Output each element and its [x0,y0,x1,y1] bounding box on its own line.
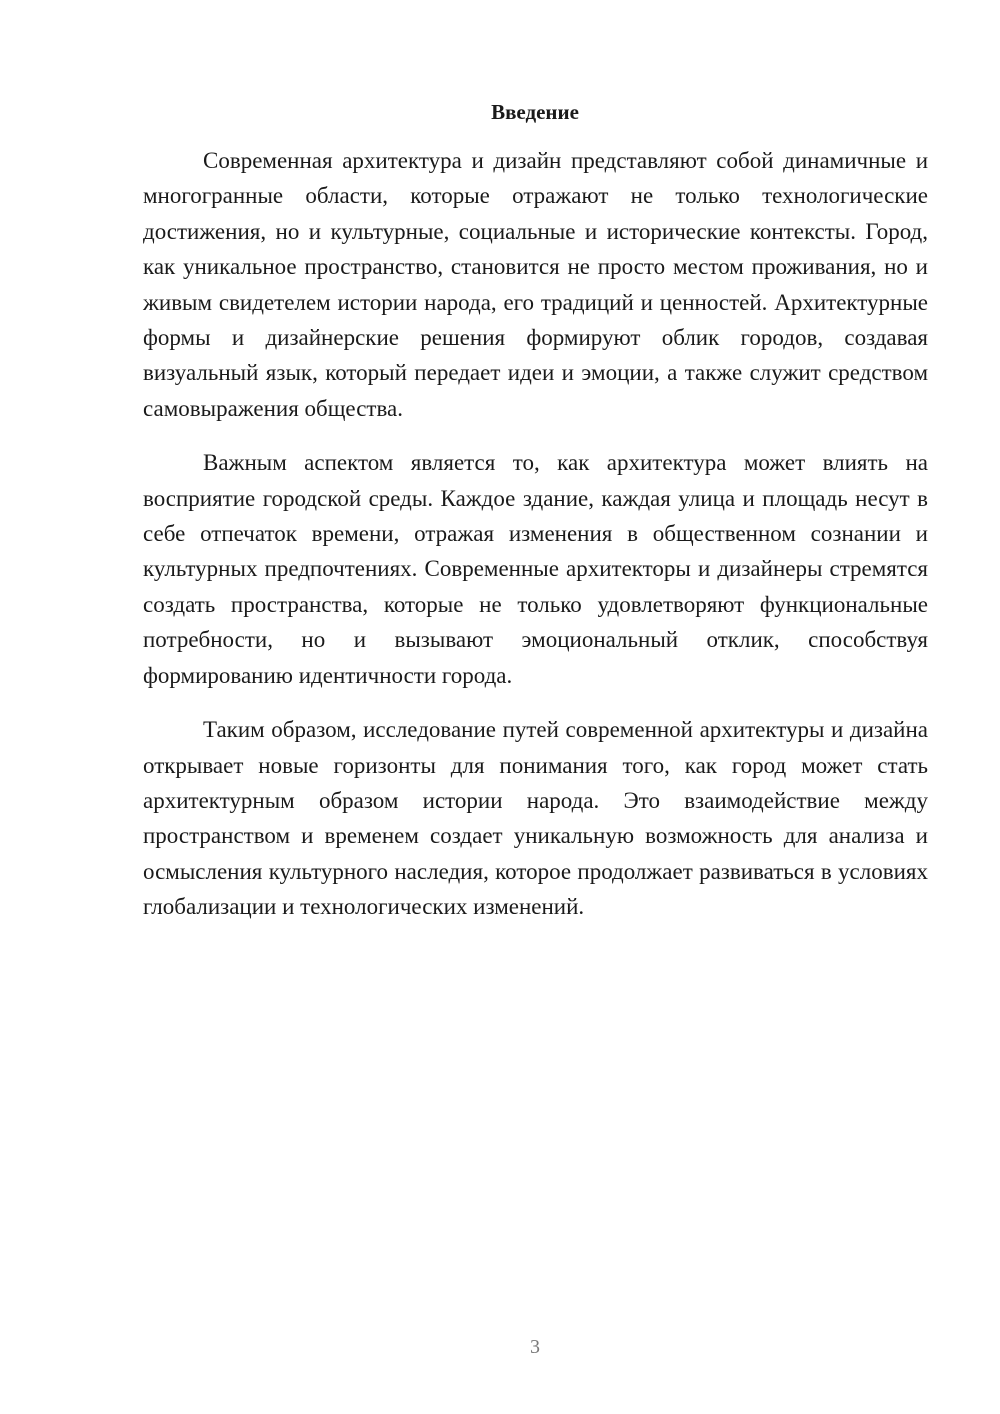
section-heading: Введение [491,100,579,124]
paragraph-3: Таким образом, исследование путей современной архитектуры и дизайна открывает новые горизонты для понимания того, как город может стать архитектурным образом истории народа. Это взаимодействие между пространством и временем создает уникальную возможность для анализа и осмысления культурного наследия, которое продолжает развиваться в условиях глобализации и технологических изменений. [143,717,928,920]
page-number: 3 [530,1336,540,1358]
body-text [143,143,928,925]
paragraph-1: Современная архитектура и дизайн представляют собой динамичные и многогранные области, которые отражают не только технологические достижения, но и культурные, социальные и исторические контексты. Город, как уникальное пространство, становится не просто местом проживания, но и живым свидетелем истории народа, его традиций и ценностей. Архитектурные формы и дизайнерские решения формируют облик городов, создавая визуальный язык, который передает идеи и эмоции, а также служит средством самовыражения общества. [143,148,928,421]
paragraph-2: Важным аспектом является то, как архитектура может влиять на восприятие городской среды. Каждое здание, каждая улица и площадь несут в себе отпечаток времени, отражая изменения в общественном сознании и культурных предпочтениях. Современные архитекторы и дизайнеры стремятся создать пространства, которые не только удовлетворяют функциональные потребности, но и вызывают эмоциональный отклик, способствуя формированию идентичности города. [143,450,928,688]
